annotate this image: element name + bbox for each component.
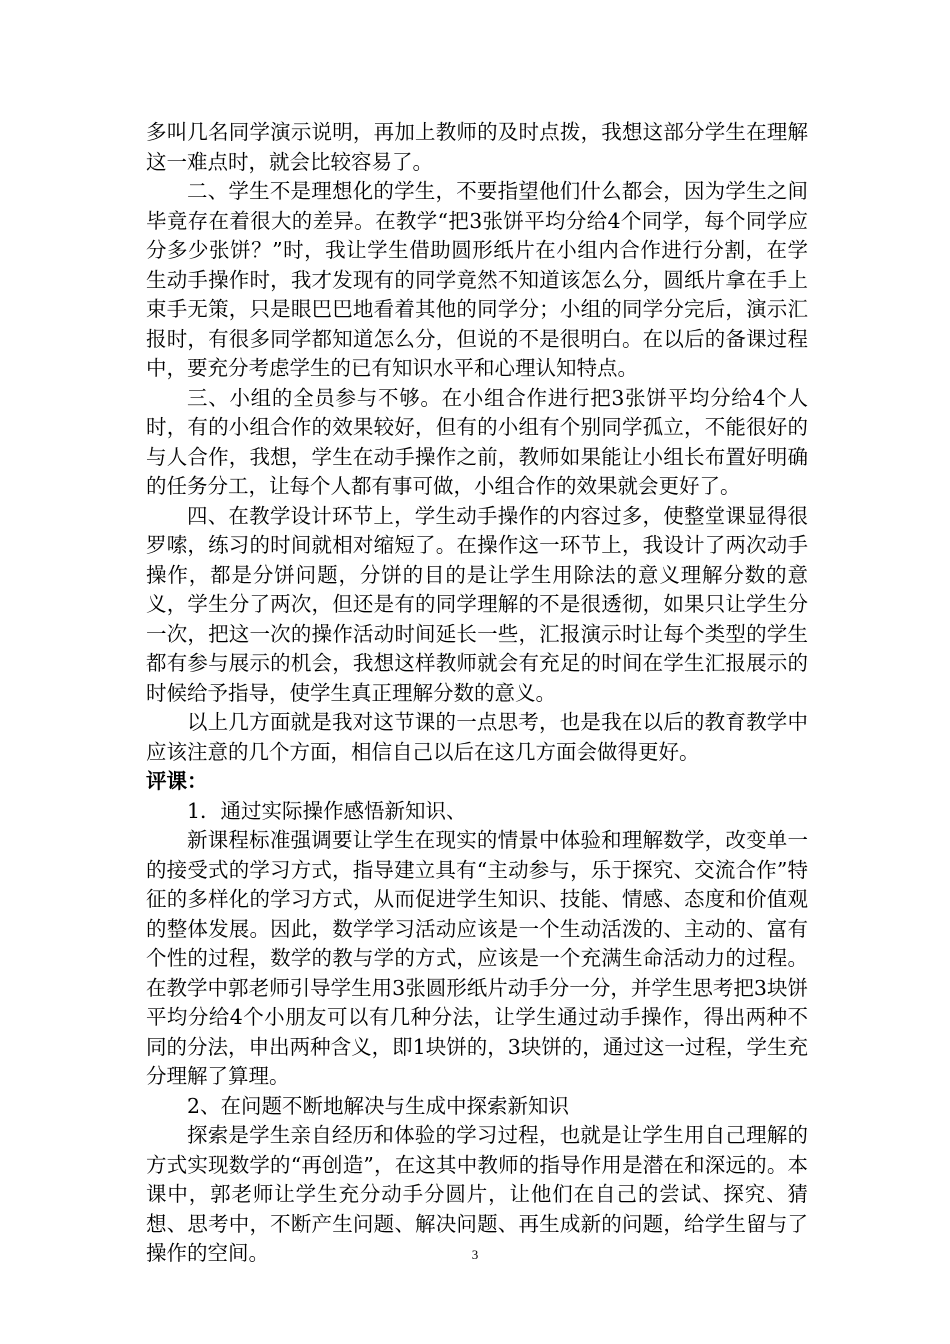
paragraph-continuation: 多叫几名同学演示说明，再加上教师的及时点拨，我想这部分学生在理解这一难点时，就会比较容易了。	[146, 120, 808, 174]
paragraph-point-two: 二、学生不是理想化的学生，不要指望他们什么都会，因为学生之间毕竟存在着很大的差异。在教学“把3张饼平均分给4个同学，每个同学应分多少张饼？”时，我让学生借助圆形纸片在小组内合作进行分割，在学生动手操作时，我才发现有的同学竟然不知道该怎么分，圆纸片拿在手上束手无策，只是眼巴巴地看着其他的同学分；小组的同学分完后，演示汇报时，有很多同学都知道怎么分，但说的不是很明白。在以后的备课过程中，要充分考虑学生的已有知识水平和心理认知特点。	[146, 179, 808, 380]
paragraph-point-three: 三、小组的全员参与不够。在小组合作进行把3张饼平均分给4个人时，有的小组合作的效果较好，但有的小组有个别同学孤立，不能很好的与人合作，我想，学生在动手操作之前，教师如果能让小组长布置好明确的任务分工，让每个人都有事可做，小组合作的效果就会更好了。	[146, 385, 808, 498]
page-number: 3	[471, 1247, 479, 1262]
subheading-one: 1．通过实际操作感悟新知识、	[187, 798, 467, 823]
subheading-two: 2、在问题不断地解决与生成中探索新知识	[187, 1093, 570, 1118]
section-heading-review: 评课：	[146, 769, 208, 793]
document-body	[146, 118, 808, 1269]
paragraph-review-two: 探索是学生亲自经历和体验的学习过程，也就是让学生用自己理解的方式实现数学的“再创造”，在这其中教师的指导作用是潜在和深远的。本课中，郭老师让学生充分动手分圆片，让他们在自己的尝试、探究、猜想、思考中，不断产生问题、解决问题、再生成新的问题，给学生留与了操作的空间。	[146, 1123, 808, 1265]
paragraph-summary: 以上几方面就是我对这节课的一点思考，也是我在以后的教育教学中应该注意的几个方面，相信自己以后在这几方面会做得更好。	[146, 710, 808, 764]
paragraph-review-one: 新课程标准强调要让学生在现实的情景中体验和理解数学，改变单一的接受式的学习方式，指导建立具有“主动参与，乐于探究、交流合作”特征的多样化的学习方式，从而促进学生知识、技能、情感、态度和价值观的整体发展。因此，数学学习活动应该是一个生动活泼的、主动的、富有个性的过程，数学的教与学的方式，应该是一个充满生命活动力的过程。在教学中郭老师引导学生用3张圆形纸片动手分一分，并学生思考把3块饼平均分给4个小朋友可以有几种分法，让学生通过动手操作，得出两种不同的分法，申出两种含义，即1块饼的，3块饼的，通过这一过程，学生充分理解了算理。	[146, 828, 808, 1088]
paragraph-point-four: 四、在教学设计环节上，学生动手操作的内容过多，使整堂课显得很罗嗦，练习的时间就相对缩短了。在操作这一环节上，我设计了两次动手操作，都是分饼问题，分饼的目的是让学生用除法的意义理解分数的意义，学生分了两次，但还是有的同学理解的不是很透彻，如果只让学生分一次，把这一次的操作活动时间延长一些，汇报演示时让每个类型的学生都有参与展示的机会，我想这样教师就会有充足的时间在学生汇报展示的时候给予指导，使学生真正理解分数的意义。	[146, 503, 808, 705]
